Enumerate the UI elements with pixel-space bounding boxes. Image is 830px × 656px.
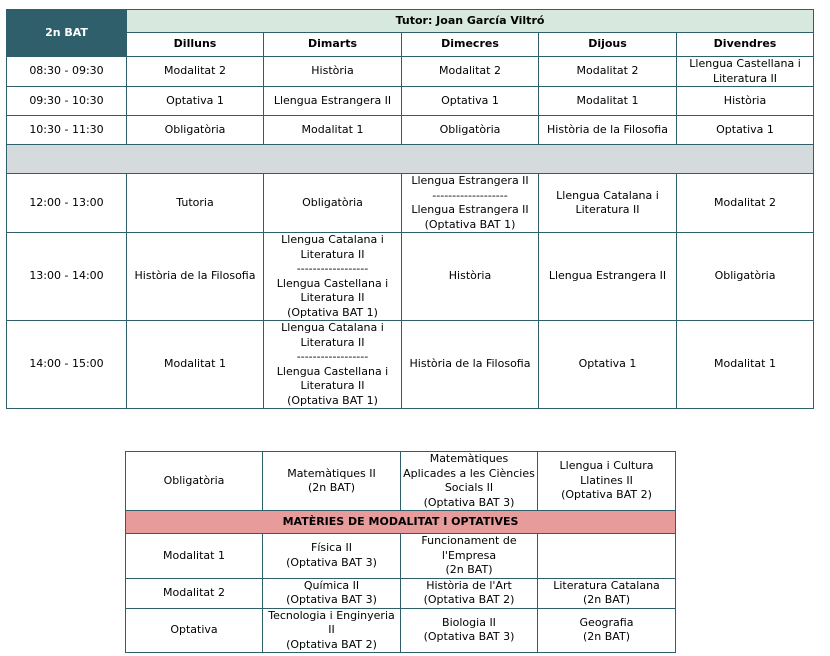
cell-line: (Optativa BAT 2) bbox=[423, 593, 515, 606]
cell-line: Literatura II bbox=[300, 335, 365, 349]
cell-line: II bbox=[328, 623, 335, 636]
class-cell bbox=[402, 233, 539, 321]
cell-line: Història de l'Art bbox=[426, 578, 512, 592]
cell-line: Història bbox=[723, 93, 767, 107]
tutor-heading: Tutor: Joan García Viltró bbox=[127, 10, 814, 33]
cell-line: (Optativa BAT 3) bbox=[423, 630, 515, 644]
day-header: Dilluns bbox=[127, 33, 264, 57]
time-slot: 08:30 - 09:30 bbox=[7, 57, 127, 87]
cell-line: Llengua Catalana i bbox=[281, 233, 384, 246]
subject-cell bbox=[263, 534, 401, 579]
day-header: Dijous bbox=[539, 33, 677, 57]
cell-line: Matemàtiques bbox=[429, 452, 509, 465]
cell-line: Llengua i Cultura bbox=[559, 459, 654, 473]
subject-cell bbox=[263, 578, 401, 608]
subject-group-label: Optativa bbox=[126, 608, 263, 653]
cell-line: (2n BAT) bbox=[308, 481, 355, 494]
cell-line: Llengua Estrangera II bbox=[411, 203, 529, 216]
cell-line: Llengua Catalana i bbox=[556, 188, 659, 202]
cell-line: (Optativa BAT 3) bbox=[423, 495, 515, 509]
class-cell bbox=[677, 87, 814, 116]
class-cell bbox=[539, 57, 677, 87]
subject-cell bbox=[401, 534, 538, 579]
cell-line: Modalitat 2 bbox=[439, 64, 501, 78]
cell-line: Obligatòria bbox=[714, 269, 776, 283]
cell-line: Literatura II bbox=[712, 71, 778, 85]
section-title: MATÈRIES DE MODALITAT I OPTATIVES bbox=[126, 511, 676, 534]
cell-line: Aplicades a les Ciències bbox=[403, 466, 535, 480]
cell-line: (2n BAT) bbox=[583, 630, 630, 644]
group-label: 2n BAT bbox=[7, 10, 127, 57]
class-cell bbox=[402, 57, 539, 87]
subject-cell bbox=[401, 452, 538, 511]
cell-line: Modalitat 1 bbox=[714, 357, 776, 371]
class-cell bbox=[264, 116, 402, 145]
class-cell bbox=[127, 321, 264, 409]
cell-line: Modalitat 1 bbox=[576, 93, 639, 107]
subjects-table bbox=[125, 451, 676, 653]
cell-line: Modalitat 2 bbox=[714, 195, 776, 209]
time-slot: 09:30 - 10:30 bbox=[7, 87, 127, 116]
class-cell bbox=[402, 321, 539, 409]
cell-line: Literatura II bbox=[300, 379, 365, 392]
subject-cell bbox=[263, 608, 401, 653]
day-header: Divendres bbox=[677, 33, 814, 57]
cell-line: Modalitat 2 bbox=[164, 64, 226, 78]
class-cell bbox=[677, 233, 814, 321]
cell-line: Matemàtiques II bbox=[287, 466, 376, 480]
subject-cell bbox=[538, 608, 676, 653]
cell-line: Biologia II bbox=[442, 615, 496, 629]
class-cell bbox=[264, 57, 402, 87]
class-cell bbox=[264, 321, 402, 409]
class-cell bbox=[677, 174, 814, 233]
cell-line: Història de la Filosofia bbox=[134, 269, 256, 283]
cell-line: Obligatòria bbox=[439, 122, 501, 136]
cell-line: Literatura II bbox=[575, 203, 640, 216]
break-row bbox=[7, 145, 814, 174]
class-cell bbox=[127, 57, 264, 87]
cell-line: Llengua Estrangera II bbox=[273, 93, 392, 107]
time-slot: 14:00 - 15:00 bbox=[7, 321, 127, 409]
cell-line: Història bbox=[311, 64, 354, 78]
cell-line: Modalitat 2 bbox=[576, 64, 639, 78]
class-cell bbox=[677, 57, 814, 87]
cell-line: (Optativa BAT 1) bbox=[287, 305, 378, 319]
class-cell bbox=[127, 174, 264, 233]
day-header: Dimecres bbox=[402, 33, 539, 57]
class-cell bbox=[402, 174, 539, 233]
cell-line: (Optativa BAT 2) bbox=[286, 637, 377, 651]
cell-line: Obligatòria bbox=[164, 122, 226, 136]
class-cell bbox=[264, 233, 402, 321]
cell-line: Física II bbox=[311, 541, 352, 555]
cell-line: ------------------- bbox=[432, 188, 508, 202]
cell-line: Història de la Filosofia bbox=[547, 122, 668, 136]
class-cell bbox=[127, 233, 264, 321]
time-slot: 13:00 - 14:00 bbox=[7, 233, 127, 321]
cell-line: Optativa 1 bbox=[716, 122, 774, 136]
cell-line: (Optativa BAT 1) bbox=[424, 217, 516, 231]
subject-cell bbox=[538, 578, 676, 608]
cell-line: Literatura II bbox=[300, 291, 365, 304]
day-header: Dimarts bbox=[264, 33, 402, 57]
cell-line: Història de la Filosofia bbox=[409, 357, 531, 371]
class-cell bbox=[127, 116, 264, 145]
cell-line: l'Empresa bbox=[441, 548, 497, 562]
cell-line: Llengua Castellana i bbox=[276, 276, 389, 290]
cell-line: Llengua Estrangera II bbox=[411, 174, 529, 187]
schedule-table bbox=[6, 9, 814, 409]
obligatoria-label: Obligatòria bbox=[126, 452, 263, 511]
cell-line: Modalitat 1 bbox=[301, 122, 364, 136]
cell-line: Llatines II bbox=[580, 473, 633, 487]
cell-line: Química II bbox=[303, 578, 360, 592]
class-cell bbox=[539, 233, 677, 321]
cell-line: Literatura II bbox=[300, 247, 365, 261]
cell-line: (Optativa BAT 1) bbox=[287, 393, 378, 407]
cell-line: Funcionament de bbox=[421, 534, 517, 547]
cell-line: Modalitat 1 bbox=[164, 357, 226, 371]
cell-line: Optativa 1 bbox=[166, 93, 224, 107]
cell-line: Tutoria bbox=[176, 195, 214, 209]
subject-cell bbox=[401, 578, 538, 608]
cell-line: ------------------ bbox=[296, 262, 369, 275]
cell-line: Llengua Catalana i bbox=[281, 321, 384, 334]
cell-line: (Optativa BAT 3) bbox=[286, 555, 377, 569]
time-slot: 10:30 - 11:30 bbox=[7, 116, 127, 145]
subject-group-label: Modalitat 1 bbox=[126, 534, 263, 579]
cell-line: Llengua Castellana i bbox=[276, 364, 389, 378]
class-cell bbox=[127, 87, 264, 116]
time-slot: 12:00 - 13:00 bbox=[7, 174, 127, 233]
subject-cell bbox=[538, 534, 676, 579]
class-cell bbox=[677, 116, 814, 145]
cell-line: Literatura Catalana bbox=[553, 578, 660, 592]
class-cell bbox=[539, 116, 677, 145]
cell-line: Optativa 1 bbox=[578, 357, 637, 371]
cell-line: Geografia bbox=[579, 615, 634, 629]
subject-cell bbox=[401, 608, 538, 653]
cell-line: Optativa 1 bbox=[441, 93, 499, 107]
class-cell bbox=[264, 174, 402, 233]
class-cell bbox=[677, 321, 814, 409]
class-cell bbox=[539, 321, 677, 409]
class-cell bbox=[539, 174, 677, 233]
cell-line: Llengua Castellana i bbox=[689, 57, 801, 70]
cell-line: (2n BAT) bbox=[583, 593, 630, 606]
class-cell bbox=[402, 116, 539, 145]
subject-group-label: Modalitat 2 bbox=[126, 578, 263, 608]
class-cell bbox=[264, 87, 402, 116]
cell-line: ------------------ bbox=[296, 350, 369, 363]
subject-cell bbox=[263, 452, 401, 511]
subject-cell bbox=[538, 452, 676, 511]
cell-line: Història bbox=[448, 269, 492, 283]
cell-line: (Optativa BAT 3) bbox=[286, 593, 377, 606]
class-cell bbox=[539, 87, 677, 116]
cell-line: Socials II bbox=[444, 481, 494, 494]
cell-line: (2n BAT) bbox=[445, 563, 493, 576]
cell-line: (Optativa BAT 2) bbox=[561, 488, 652, 502]
class-cell bbox=[402, 87, 539, 116]
cell-line: Obligatòria bbox=[302, 195, 363, 209]
cell-line: Llengua Estrangera II bbox=[548, 269, 667, 283]
cell-line: Tecnologia i Enginyeria bbox=[268, 608, 395, 622]
